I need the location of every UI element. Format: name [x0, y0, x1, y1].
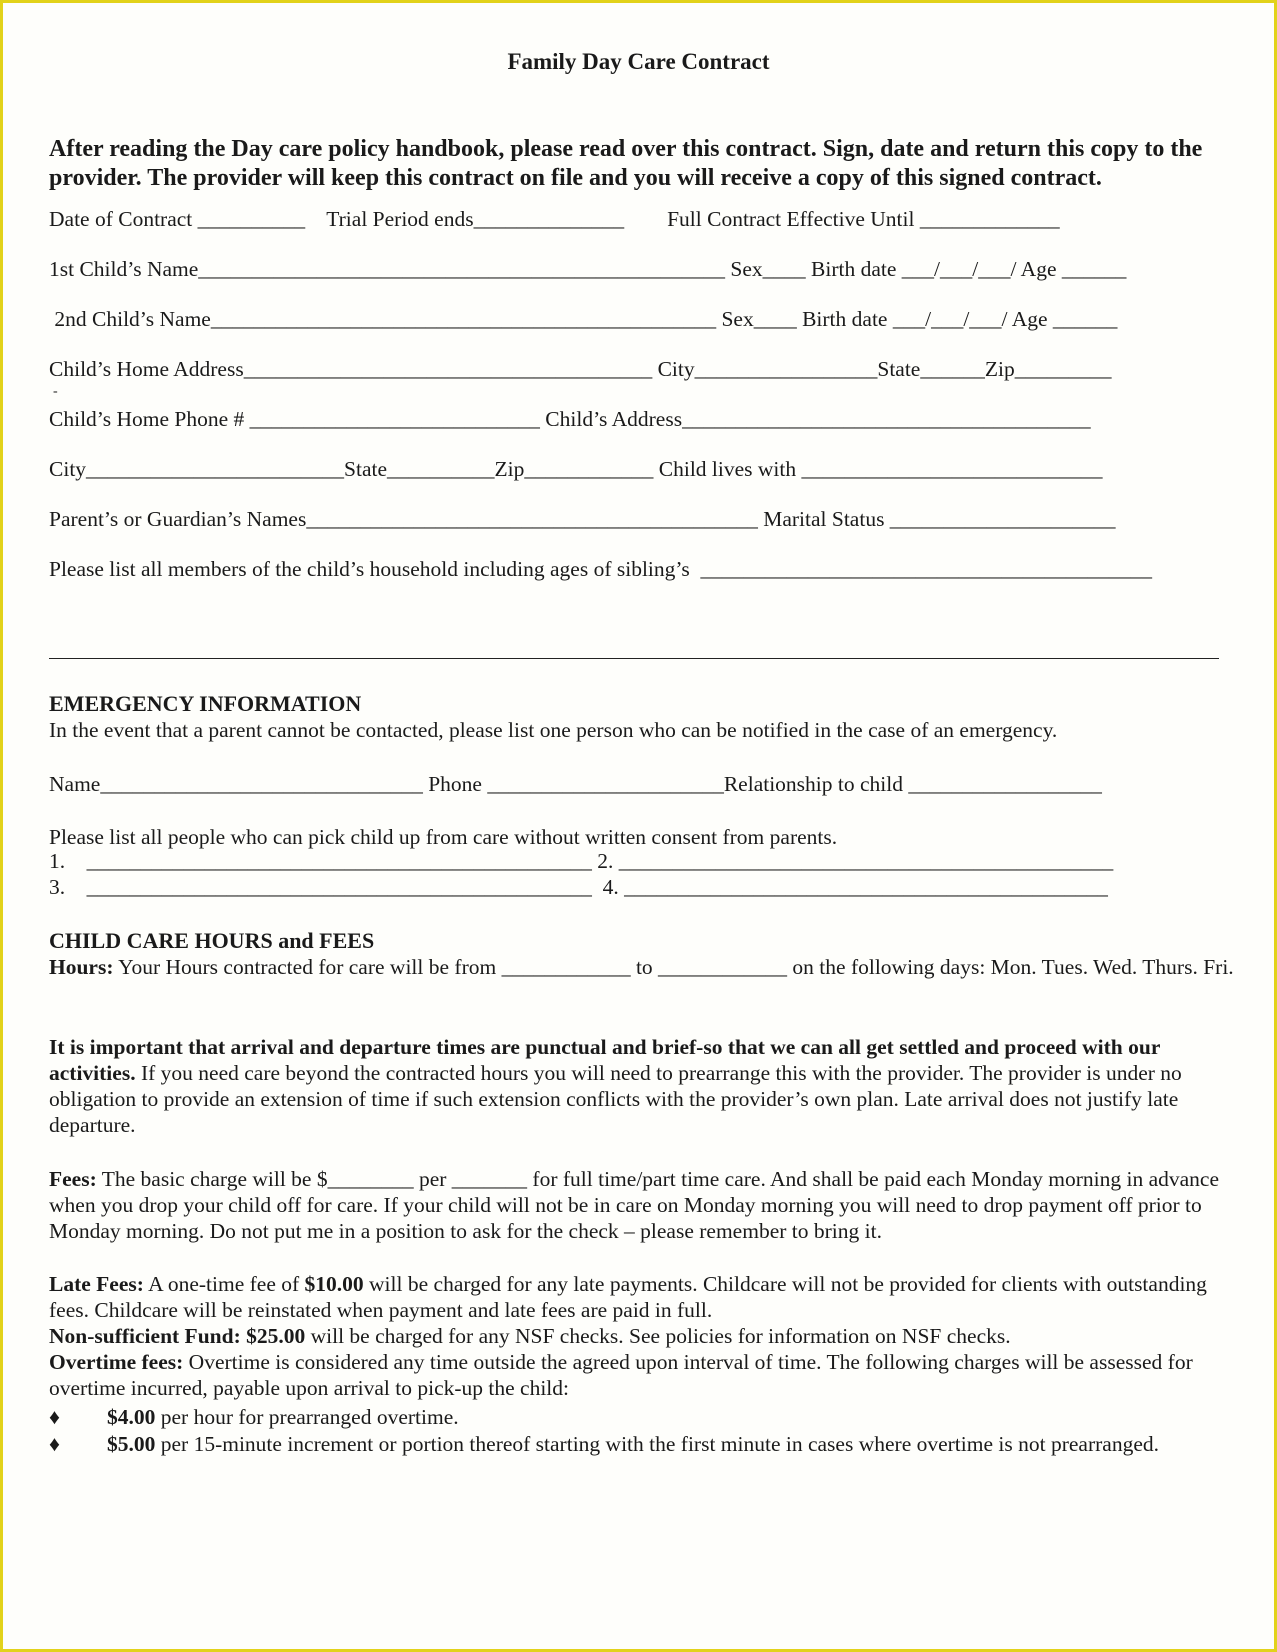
home-phone-row: Child’s Home Phone # ___________________________ Child’s Address______________________________________: [49, 407, 1091, 431]
late-fees-text-2: will be charged for any late payments. Childcare will not be provided for clients with outstanding fees. Childcare will be reinstated when payment and late fees are paid in full.: [49, 1272, 1207, 1322]
late-fees-text-1: A one-time fee of: [143, 1272, 305, 1296]
late-fee-amount: $10.00: [304, 1272, 364, 1296]
overtime-paragraph: [49, 1349, 1244, 1401]
emergency-instructions: In the event that a parent cannot be contacted, please list one person who can be notified in the case of an emergency.: [49, 718, 1058, 742]
overtime-bullet: [49, 1431, 1259, 1457]
first-child-row: 1st Child’s Name_________________________________________________ Sex____ Birth date ___/___/___/ Age ______: [49, 257, 1127, 281]
hours-label: Hours:: [49, 955, 114, 979]
diamond-bullet-icon: ♦: [49, 1405, 60, 1429]
hours-paragraph: [49, 954, 1244, 980]
overtime-bullet: [49, 1404, 1259, 1430]
second-child-row: 2nd Child’s Name_______________________________________________ Sex____ Birth date ___/___/___/ Age ______: [49, 307, 1118, 331]
pickup-row-2: 3. _______________________________________________ 4. _____________________________________________: [49, 875, 1108, 899]
nsf-paragraph: [49, 1323, 1244, 1349]
late-fees-label: Late Fees:: [49, 1272, 144, 1296]
guardian-names-row: Parent’s or Guardian’s Names__________________________________________ Marital Status _____________________: [49, 507, 1116, 531]
overtime-text: Overtime is considered any time outside the agreed upon interval of time. The following charges will be assessed for overtime incurred, payable upon arrival to pick-up the child:: [49, 1350, 1193, 1400]
diamond-bullet-icon: ♦: [49, 1432, 60, 1456]
hours-text: Your Hours contracted for care will be from ____________ to ____________ on the following days: Mon. Tues. Wed. Thurs. Fri.: [113, 955, 1234, 979]
punctual-paragraph: [49, 1034, 1244, 1138]
overtime-label: Overtime fees:: [49, 1350, 184, 1374]
emergency-contact-row: Name______________________________ Phone ______________________Relationship to child __________________: [49, 772, 1102, 796]
emergency-heading: EMERGENCY INFORMATION: [49, 691, 362, 716]
nsf-text: will be charged for any NSF checks. See policies for information on NSF checks.: [305, 1324, 1011, 1348]
contract-dates-row: Date of Contract __________ Trial Period ends______________ Full Contract Effective Until _____________: [49, 207, 1060, 231]
hours-fees-heading: CHILD CARE HOURS and FEES: [49, 928, 375, 953]
pickup-instructions: Please list all people who can pick child up from care without written consent from parents.: [49, 825, 838, 849]
bullet-amount: $5.00: [107, 1432, 156, 1456]
intro-instructions: After reading the Day care policy handbook, please read over this contract. Sign, date and return this copy to the provider. The provider will keep this contract on file and you will receive a copy of this signed contract.: [49, 136, 1203, 191]
nsf-label: Non-sufficient Fund: $25.00: [49, 1324, 306, 1348]
stray-dash: -: [53, 384, 58, 399]
fees-paragraph: [49, 1166, 1244, 1244]
punctual-text: If you need care beyond the contracted hours you will need to prearrange this with the provider. The provider is under no obligation to provide an extension of time if such extension conflicts with the provider’s own plan. Late arrival does not justify late departure.: [49, 1061, 1182, 1137]
late-fees-paragraph: [49, 1271, 1244, 1323]
bullet-text: per 15-minute increment or portion thereof starting with the first minute in cases where overtime is not prearranged.: [155, 1432, 1159, 1456]
home-address-row: Child’s Home Address______________________________________ City_________________State______Zip_________: [49, 357, 1112, 381]
bullet-amount: $4.00: [107, 1405, 156, 1429]
fees-label: Fees:: [49, 1167, 97, 1191]
fees-text: The basic charge will be $________ per _______ for full time/part time care. And shall be paid each Monday morning in advance when you drop your child off for care. If your child will not be in care on Monday morning you will need to drop payment off prior to Monday morning. Do not put me in a position to ask for the check – please remember to bring it.: [49, 1167, 1220, 1243]
household-members-row: Please list all members of the child’s household including ages of sibling’s __________________________________________: [49, 557, 1152, 581]
household-continuation-line: [49, 658, 1219, 659]
bullet-text: per hour for prearranged overtime.: [155, 1405, 459, 1429]
document-title: Family Day Care Contract: [507, 49, 770, 74]
punctual-bold-text: It is important that arrival and departure times are punctual and brief-so that we can all get settled and proceed with our activities.: [49, 1035, 1160, 1085]
city-state-zip-row: City________________________State__________Zip____________ Child lives with ____________________________: [49, 457, 1103, 481]
pickup-row-1: 1. _______________________________________________ 2. ______________________________________________: [49, 849, 1114, 873]
